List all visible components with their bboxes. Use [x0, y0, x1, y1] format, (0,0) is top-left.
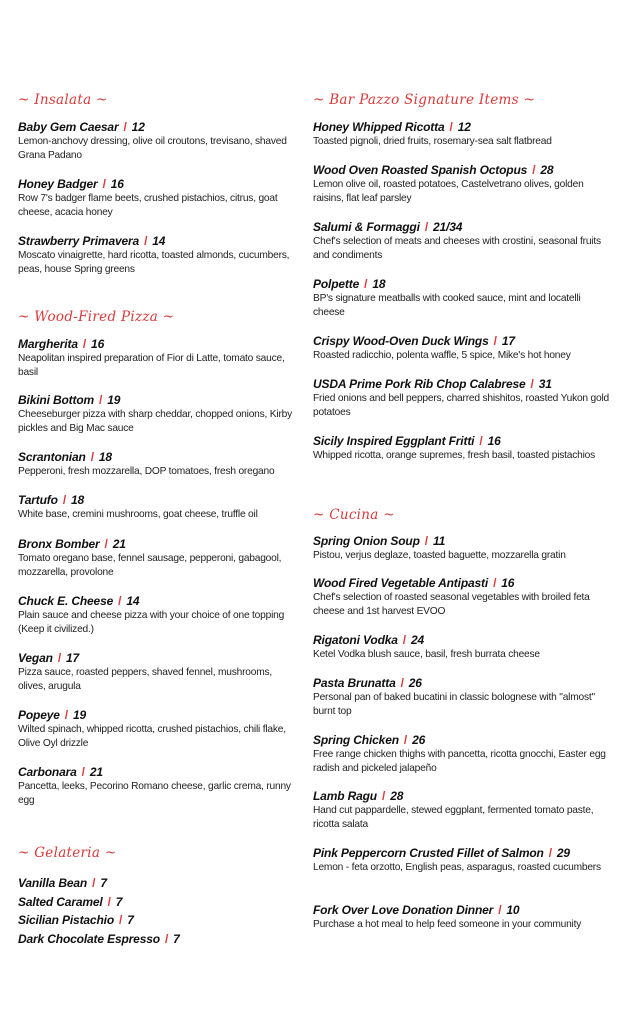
menu-item: Spring Chicken / 26 Free range chicken thighs with pancetta, ricotta gnocchi, Easter egg radish and pickeled jalapeño	[313, 733, 609, 775]
item-name: Chuck E. Cheese	[18, 594, 114, 608]
item-price: 14	[152, 234, 166, 248]
item-name: Strawberry Primavera	[18, 234, 140, 248]
item-price: 16	[110, 177, 124, 191]
menu-item: Lamb Ragu / 28 Hand cut pappardelle, stewed eggplant, fermented tomato paste, ricotta salata	[313, 789, 609, 831]
menu-item: Honey Badger / 16 Row 7's badger flame beets, crushed pistachios, citrus, goat cheese, acacia honey	[18, 177, 302, 219]
item-name: Scrantonian	[18, 450, 86, 464]
item-desc: Cheeseburger pizza with sharp cheddar, chopped onions, Kirby pickles and Big Mac sauce	[18, 409, 292, 434]
item-desc: Free range chicken thighs with pancetta, ricotta gnocchi, Easter egg radish and pickeled jalapeño	[313, 749, 606, 774]
item-price: 21/34	[433, 220, 463, 234]
item-name: Polpette	[313, 277, 360, 291]
item-name: Vanilla Bean	[18, 876, 88, 890]
menu-item: Bikini Bottom / 19 Cheeseburger pizza with sharp cheddar, chopped onions, Kirby pickles and Big Mac sauce	[18, 393, 302, 435]
menu-item: Baby Gem Caesar / 12 Lemon-anchovy dressing, olive oil croutons, trevisano, shaved Grana Padano	[18, 120, 302, 162]
item-desc: Lemon-anchovy dressing, olive oil croutons, trevisano, shaved Grana Padano	[18, 136, 287, 161]
item-desc: Wilted spinach, whipped ricotta, crushed pistachios, chili flake, Olive Oyl drizzle	[18, 724, 286, 749]
item-desc: Pepperoni, fresh mozzarella, DOP tomatoes, fresh oregano	[18, 466, 275, 477]
menu-item: Salted Caramel / 7	[18, 895, 123, 909]
item-desc: Ketel Vodka blush sauce, basil, fresh burrata cheese	[313, 649, 540, 660]
item-name: Dark Chocolate Espresso	[18, 932, 160, 946]
item-price: 19	[107, 393, 121, 407]
item-price: 12	[457, 120, 471, 134]
item-desc: Roasted radicchio, polenta waffle, 5 spice, Mike's hot honey	[313, 350, 571, 361]
item-name: Spring Onion Soup	[313, 534, 420, 548]
item-desc: Whipped ricotta, orange supremes, fresh basil, toasted pistachios	[313, 450, 596, 461]
item-desc: BP's signature meatballs with cooked sauce, mint and locatelli cheese	[313, 293, 581, 318]
item-price: 28	[540, 163, 554, 177]
menu-item: Dark Chocolate Espresso / 7	[18, 932, 180, 946]
menu-item: Salumi & Formaggi / 21/34 Chef's selection of meats and cheeses with crostini, seasonal fruits and condiments	[313, 220, 609, 262]
menu-item: Honey Whipped Ricotta / 12 Toasted pignoli, dried fruits, rosemary-sea salt flatbread	[313, 120, 609, 149]
item-price: 21	[89, 765, 103, 779]
item-desc: Personal pan of baked bucatini in classic bolognese with "almost" burnt top	[313, 692, 595, 717]
menu-item: Vanilla Bean / 7	[18, 876, 107, 890]
item-name: Wood Fired Vegetable Antipasti	[313, 576, 489, 590]
item-name: Margherita	[18, 337, 78, 351]
item-price: 7	[115, 895, 123, 909]
item-name: Salumi & Formaggi	[313, 220, 420, 234]
menu-item: USDA Prime Pork Rib Chop Calabrese / 31 Fried onions and bell peppers, charred shishitos, roasted Yukon gold potatoes	[313, 377, 609, 418]
section-title-gelateria: ~ Gelateria ~	[18, 845, 117, 861]
item-name: Spring Chicken	[313, 733, 399, 747]
item-price: 18	[98, 450, 112, 464]
menu-item: Sicilian Pistachio / 7	[18, 913, 134, 927]
item-price: 17	[501, 334, 515, 348]
section-title-cucina: ~ Cucina ~	[313, 507, 395, 523]
item-desc: Fried onions and bell peppers, charred shishitos, roasted Yukon gold potatoes	[313, 393, 609, 418]
menu-item: Polpette / 18 BP's signature meatballs with cooked sauce, mint and locatelli cheese	[313, 277, 609, 319]
item-desc: Lemon olive oil, roasted potatoes, Castelvetrano olives, golden raisins, flat leaf parsley	[313, 179, 584, 204]
item-name: Rigatoni Vodka	[313, 633, 398, 647]
item-price: 7	[127, 913, 134, 927]
item-price: 14	[126, 594, 140, 608]
item-name: Honey Badger	[18, 177, 98, 191]
menu-item: Wood Fired Vegetable Antipasti / 16 Chef's selection of roasted seasonal vegetables with broiled feta cheese and 1st harvest EVOO	[313, 576, 609, 618]
item-desc: Toasted pignoli, dried fruits, rosemary-sea salt flatbread	[313, 136, 552, 147]
item-desc: Pancetta, leeks, Pecorino Romano cheese, garlic crema, runny egg	[18, 781, 291, 806]
item-name: Sicily Inspired Eggplant Fritti	[313, 434, 475, 448]
item-price: 7	[100, 876, 107, 890]
item-name: Salted Caramel	[18, 895, 103, 909]
menu-item: Bronx Bomber / 21 Tomato oregano base, fennel sausage, pepperoni, gabagool, mozzarella, provolone	[18, 537, 302, 579]
item-desc: Pistou, verjus deglaze, toasted baguette, mozzarella gratin	[313, 550, 566, 561]
item-name: Bronx Bomber	[18, 537, 100, 551]
item-price: 11	[432, 534, 446, 548]
item-name: Tartufo	[18, 493, 58, 507]
item-name: Popeye	[18, 708, 60, 722]
item-price: 16	[91, 337, 105, 351]
section-title-insalata: ~ Insalata ~	[18, 92, 108, 108]
item-desc: Chef's selection of roasted seasonal vegetables with broiled feta cheese and 1st harvest EVOO	[313, 592, 590, 617]
item-price: 16	[487, 434, 501, 448]
menu-item: Spring Onion Soup / 11 Pistou, verjus deglaze, toasted baguette, mozzarella gratin	[313, 534, 609, 563]
menu-item: Vegan / 17 Pizza sauce, roasted peppers, shaved fennel, mushrooms, olives, arugula	[18, 651, 302, 693]
item-desc: Lemon - feta orzotto, English peas, asparagus, roasted cucumbers	[313, 862, 601, 873]
item-price: 21	[112, 537, 126, 551]
item-desc: Pizza sauce, roasted peppers, shaved fennel, mushrooms, olives, arugula	[18, 667, 273, 692]
item-name: Pasta Brunatta	[313, 676, 396, 690]
menu-item: Wood Oven Roasted Spanish Octopus / 28 Lemon olive oil, roasted potatoes, Castelvetrano olives, golden raisins, flat leaf parsley	[313, 163, 609, 205]
item-name: Sicilian Pistachio	[18, 913, 115, 927]
menu-item: Carbonara / 21 Pancetta, leeks, Pecorino Romano cheese, garlic crema, runny egg	[18, 765, 302, 807]
item-desc: Neapolitan inspired preparation of Fior di Latte, tomato sauce, basil	[18, 353, 285, 378]
item-desc: White base, cremini mushrooms, goat cheese, truffle oil	[18, 509, 258, 520]
item-desc: Moscato vinaigrette, hard ricotta, toasted almonds, cucumbers, peas, house Spring greens	[18, 250, 290, 275]
item-desc: Hand cut pappardelle, stewed eggplant, fermented tomato paste, ricotta salata	[313, 805, 594, 830]
menu-item: Chuck E. Cheese / 14 Plain sauce and cheese pizza with your choice of one topping (Keep it civilized.)	[18, 594, 302, 636]
item-name: Wood Oven Roasted Spanish Octopus	[313, 163, 528, 177]
item-desc: Tomato oregano base, fennel sausage, pepperoni, gabagool, mozzarella, provolone	[18, 553, 282, 578]
item-price: 17	[66, 651, 80, 665]
item-name: Lamb Ragu	[313, 789, 377, 803]
menu-item: Pink Peppercorn Crusted Fillet of Salmon / 29 Lemon - feta orzotto, English peas, asparagus, roasted cucumbers	[313, 846, 609, 875]
item-desc: Row 7's badger flame beets, crushed pistachios, citrus, goat cheese, acacia honey	[18, 193, 278, 218]
item-name: Carbonara	[18, 765, 77, 779]
item-name: Pink Peppercorn Crusted Fillet of Salmon	[313, 846, 544, 860]
item-name: Fork Over Love Donation Dinner	[313, 903, 494, 917]
item-price: 18	[71, 493, 85, 507]
item-name: USDA Prime Pork Rib Chop Calabrese	[313, 377, 526, 391]
item-price: 31	[538, 377, 552, 391]
menu-item: Tartufo / 18 White base, cremini mushrooms, goat cheese, truffle oil	[18, 493, 302, 522]
item-price: 24	[410, 633, 425, 647]
item-desc: Purchase a hot meal to help feed someone in your community	[313, 919, 582, 930]
section-title-signature: ~ Bar Pazzo Signature Items ~	[313, 92, 536, 108]
item-price: 29	[556, 846, 570, 860]
menu-item: Pasta Brunatta / 26 Personal pan of baked bucatini in classic bolognese with "almost" burnt top	[313, 676, 609, 718]
menu-item: Strawberry Primavera / 14 Moscato vinaigrette, hard ricotta, toasted almonds, cucumbers, peas, house Spring greens	[18, 234, 302, 276]
menu-item: Margherita / 16 Neapolitan inspired preparation of Fior di Latte, tomato sauce, basil	[18, 337, 302, 379]
menu-item: Popeye / 19 Wilted spinach, whipped ricotta, crushed pistachios, chili flake, Olive Oyl drizzle	[18, 708, 302, 750]
item-name: Vegan	[18, 651, 53, 665]
item-price: 7	[173, 932, 180, 946]
item-price: 10	[506, 903, 520, 917]
item-price: 19	[72, 708, 87, 722]
menu-item: Sicily Inspired Eggplant Fritti / 16 Whipped ricotta, orange supremes, fresh basil, toasted pistachios	[313, 434, 609, 463]
item-price: 12	[131, 120, 145, 134]
menu-item: Scrantonian / 18 Pepperoni, fresh mozzarella, DOP tomatoes, fresh oregano	[18, 450, 302, 479]
menu-item: Rigatoni Vodka / 24 Ketel Vodka blush sauce, basil, fresh burrata cheese	[313, 633, 609, 662]
item-name: Crispy Wood-Oven Duck Wings	[313, 334, 489, 348]
item-name: Honey Whipped Ricotta	[313, 120, 445, 134]
item-desc: Chef's selection of meats and cheeses with crostini, seasonal fruits and condiments	[313, 236, 601, 261]
item-price: 16	[501, 576, 515, 590]
item-name: Baby Gem Caesar	[18, 120, 119, 134]
item-price: 28	[390, 789, 404, 803]
item-price: 26	[408, 676, 422, 690]
menu-item: Fork Over Love Donation Dinner / 10 Purchase a hot meal to help feed someone in your community	[313, 903, 609, 932]
item-name: Bikini Bottom	[18, 393, 95, 407]
item-desc: Plain sauce and cheese pizza with your choice of one topping (Keep it civilized.)	[18, 610, 285, 635]
item-price: 18	[372, 277, 386, 291]
item-price: 26	[412, 733, 426, 747]
section-title-pizza: ~ Wood-Fired Pizza ~	[18, 309, 175, 325]
menu-item: Crispy Wood-Oven Duck Wings / 17 Roasted radicchio, polenta waffle, 5 spice, Mike's hot honey	[313, 334, 609, 363]
